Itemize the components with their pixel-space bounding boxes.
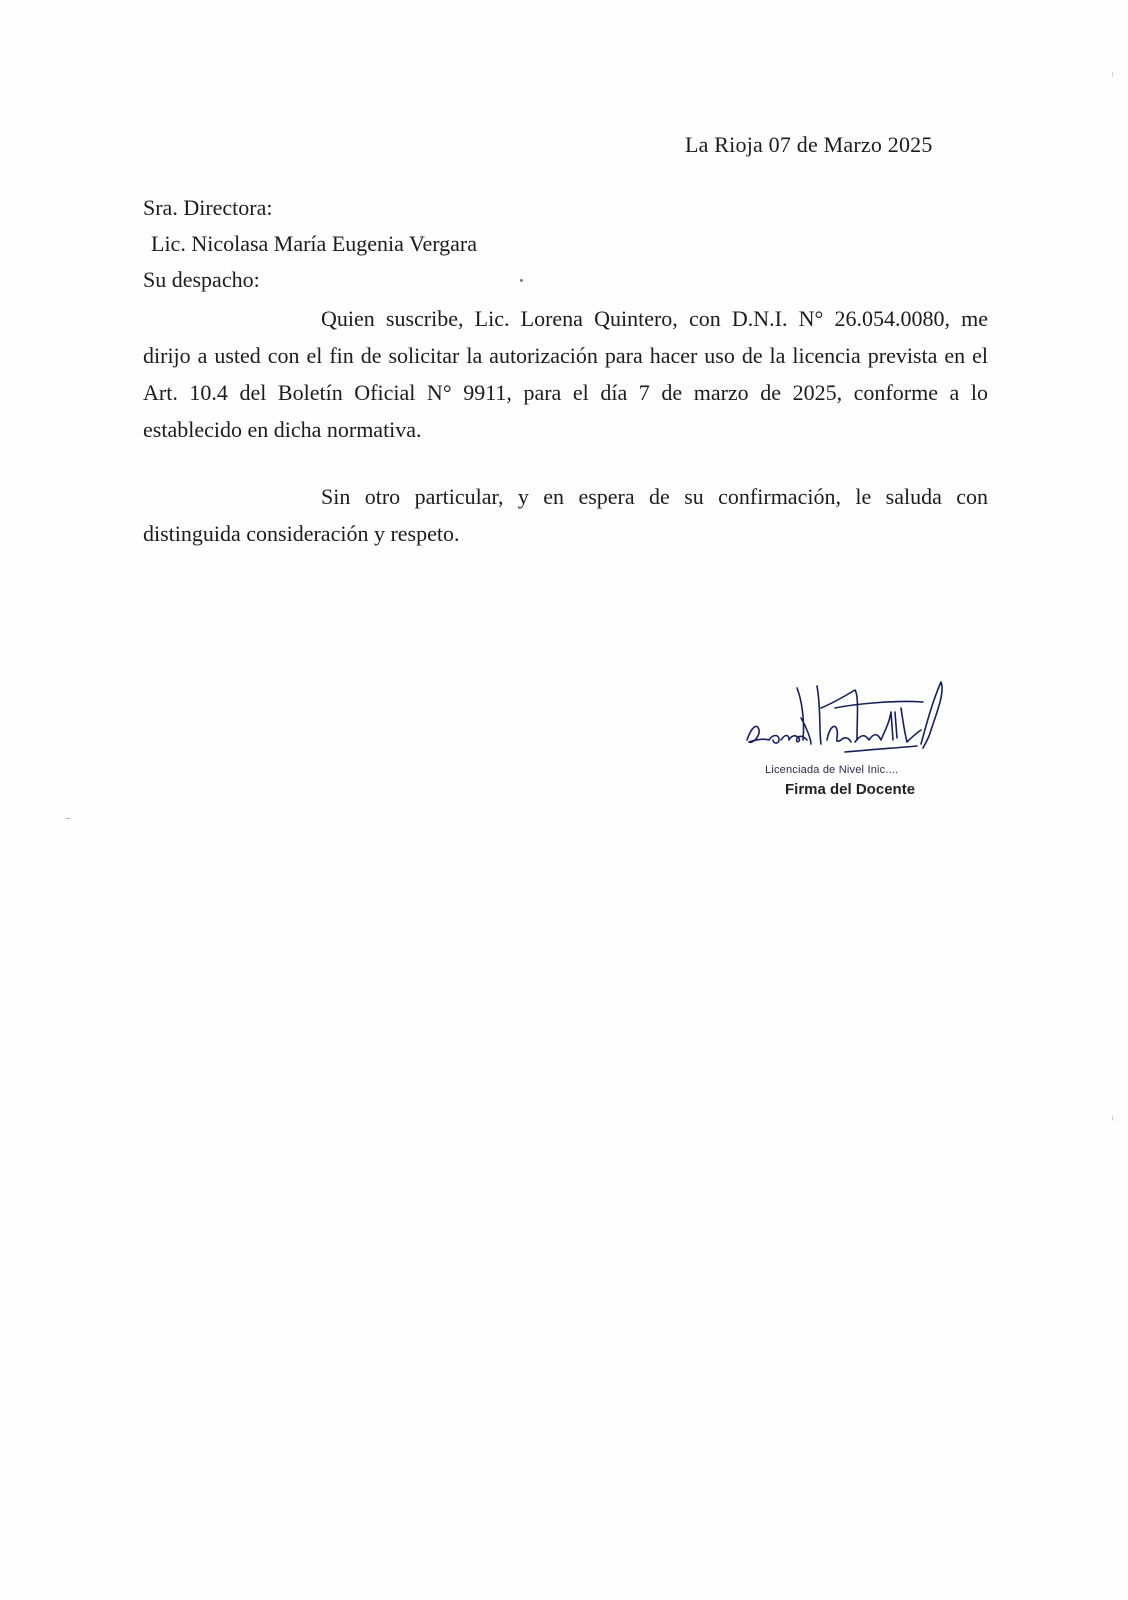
scan-speck xyxy=(65,818,71,819)
letter-body xyxy=(143,300,988,552)
signature-block xyxy=(745,678,965,808)
scan-speck xyxy=(1112,1115,1113,1121)
request-paragraph: Quien suscribe, Lic. Lorena Quintero, con D.N.I. N° 26.054.0080, me dirijo a usted con el fin de solicitar la autorización para hacer uso de la licencia prevista en el Art. 10.4 del Boletín Oficial N° 9911, para el día 7 de marzo de 2025, conforme a lo establecido en dicha normativa. xyxy=(143,306,988,442)
signature-caption: Firma del Docente xyxy=(785,781,916,798)
scan-speck xyxy=(520,279,523,282)
letter-date: La Rioja 07 de Marzo 2025 xyxy=(685,132,933,157)
handwritten-signature xyxy=(745,678,965,768)
closing-paragraph: Sin otro particular, y en espera de su confirmación, le saluda con distinguida consideración y respeto. xyxy=(143,484,988,546)
addressee-block xyxy=(143,190,477,298)
recipient-name: Lic. Nicolasa María Eugenia Vergara xyxy=(151,231,477,256)
salutation: Sra. Directora: xyxy=(143,195,273,220)
recipient-office: Su despacho: xyxy=(143,267,260,292)
scan-speck xyxy=(1112,72,1113,77)
signature-stamp-line: Licenciada de Nivel Inic.... xyxy=(765,764,899,776)
